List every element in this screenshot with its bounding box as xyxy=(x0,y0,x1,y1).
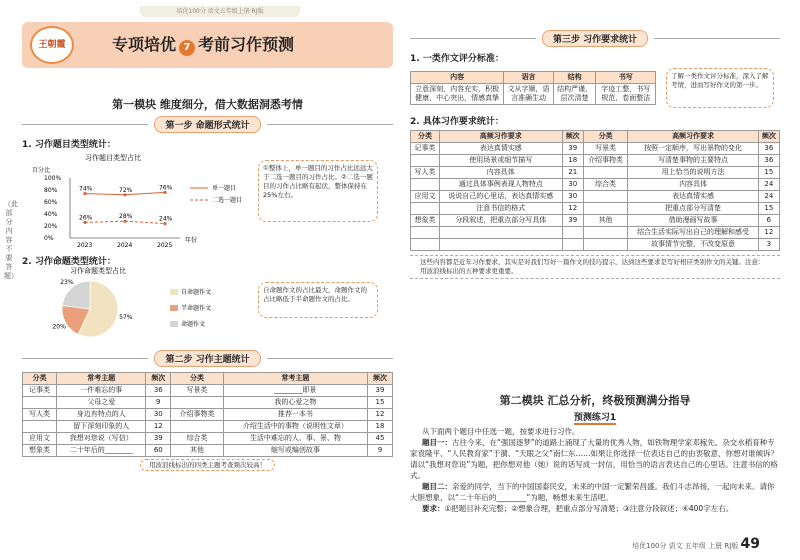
chart1-ytick: 100% xyxy=(44,175,62,182)
table-cell: 12 xyxy=(562,203,583,215)
table-cell: 应用文 xyxy=(23,433,57,445)
step3-label: 第三步 习作要求统计 xyxy=(542,30,648,47)
chart1-ytick: 60% xyxy=(44,199,58,206)
table-cell: 18 xyxy=(368,421,393,433)
chart1-ytick: 80% xyxy=(44,187,58,194)
requirement-table xyxy=(410,130,780,251)
table-cell: 39 xyxy=(146,433,171,445)
table-cell: 12 xyxy=(368,409,393,421)
chart1-xtick: 2023 xyxy=(77,242,93,249)
topic2-text: 亲爱的同学，当下的中国国泰民安，未来的中国一定繁荣昌盛。我们斗志昂扬，一起向未来。请你大胆想象，以“二十年后的________”为题，畅想未来生活吧。 xyxy=(410,482,775,502)
chart1-data-label: 24% xyxy=(159,215,173,223)
chart1-ytick: 40% xyxy=(44,211,58,218)
table-cell: 综合类 xyxy=(171,433,223,445)
topic1-text: 古往今来，在“强国逐梦”的道路上涌现了大量的优秀人物，如铁物理学家邓稼先、杂交水稻育种专家袁隆平、“人民教育家”于漪、“天眼之父”南仁东……如果让你选择一位表达自己的由衷敬意，你想对谁倾诉？请以“我想对您说”为题，把你想对他（她）说的话写成一封信，用恰当的语言表达自己的心里话。注意书信的格式。 xyxy=(410,438,779,480)
table-cell: 使用场景或细节描写 xyxy=(439,155,562,167)
module1-title: 第一模块 维度细分，借大数据洞悉考情 xyxy=(112,98,303,111)
s3-q1: 1. 一类作文评分标准： xyxy=(410,54,504,64)
table-cell: 内容具体 xyxy=(628,179,758,191)
chart1-legend-label: 二选一题目 xyxy=(212,197,243,204)
step2-block xyxy=(22,350,393,470)
table-cell: 常考主题 xyxy=(57,373,146,385)
table-cell: 综合类 xyxy=(583,179,628,191)
table-cell: 分类 xyxy=(583,131,628,143)
topic1 xyxy=(410,437,780,481)
table-cell: 想象类 xyxy=(411,215,440,227)
table-cell: 写清楚事物的主要特点 xyxy=(628,155,758,167)
table-cell: 12 xyxy=(758,227,779,239)
table-cell: 立意深刻，内容充实，积极健康，中心突出，情感真挚 xyxy=(411,84,504,105)
step3-bar xyxy=(410,30,780,47)
table-cell: 表达真情实感 xyxy=(439,143,562,155)
table-cell xyxy=(411,155,440,167)
table-cell: 故事情节完整，不改变原意 xyxy=(628,239,758,251)
table-cell: 频次 xyxy=(146,373,171,385)
table-cell: 39 xyxy=(368,385,393,397)
logo: 王朝霞 xyxy=(30,26,74,64)
chart2-title: 习作命题类型占比 xyxy=(70,267,126,275)
table-cell: 频次 xyxy=(368,373,393,385)
topic1-label: 题目一： xyxy=(422,438,452,447)
footer-text: 培优100分 语文 五年级 上册 RJ版 xyxy=(632,542,739,550)
pie-label: 57% xyxy=(119,313,133,321)
tip: 用波浪线标出的四类主题考查频次较高！ xyxy=(140,459,275,471)
table-cell: 表达真情实感 xyxy=(628,191,758,203)
note2: 自命题作文的占比最大，命题作文的占比略低于半命题作文的占比。 xyxy=(258,282,378,318)
table-cell: 21 xyxy=(562,167,583,179)
pie-label: 23% xyxy=(60,278,74,286)
table-cell: 频次 xyxy=(758,131,779,143)
table-cell: 30 xyxy=(562,191,583,203)
req-text: ①把题目补充完整；②想象合理，把重点部分写清楚；③注意分段叙述；④400字左右。 xyxy=(444,504,734,513)
top-tab: 培优100分 语文五年级上册 RJ版 xyxy=(140,6,300,17)
topic2 xyxy=(410,481,780,503)
table-cell: 39 xyxy=(562,143,583,155)
s3-note: 了解一类作文评分标准，深入了解考情，进而写好作文的第一步。 xyxy=(666,68,774,108)
table-cell: 我的心爱之物 xyxy=(223,397,367,409)
page-number: 49 xyxy=(740,536,760,552)
requirements xyxy=(410,503,780,514)
chart1-legend-label: 单一题目 xyxy=(212,185,237,192)
table-cell: 记事类 xyxy=(23,385,57,397)
table-cell: 常考主题 xyxy=(223,373,367,385)
table-cell: 介绍事物类 xyxy=(171,409,223,421)
table-cell: 一件难忘的事 xyxy=(57,385,146,397)
table-cell: 推荐一本书 xyxy=(223,409,367,421)
q1: 1. 习作题目类型统计： xyxy=(22,140,116,150)
table-cell: 生活中难忘的人、事、景、物 xyxy=(223,433,367,445)
table-cell xyxy=(23,421,57,433)
table-cell: 6 xyxy=(758,215,779,227)
pie-legend-label: 命题作文 xyxy=(181,321,206,328)
chart1-ytick: 0% xyxy=(44,235,54,242)
step2-bar xyxy=(22,350,393,367)
title-b: 考前习作预测 xyxy=(198,35,295,54)
table-cell: 其他 xyxy=(171,445,223,457)
chart1-data-label: 74% xyxy=(79,185,93,193)
table-cell: 书写 xyxy=(596,72,656,84)
table-cell xyxy=(583,203,628,215)
table-cell xyxy=(23,397,57,409)
table-cell: 身边有特点的人 xyxy=(57,409,146,421)
criteria-table xyxy=(410,71,656,105)
chart1-xlabel: 年份 xyxy=(185,237,198,244)
line-chart xyxy=(30,150,260,250)
module2-title: 第二模块 汇总分析，终极预测满分指导 xyxy=(499,394,691,407)
table-cell: 想象类 xyxy=(23,445,57,457)
table-cell: 缩写或编创故事 xyxy=(223,445,367,457)
chart1-data-label: 26% xyxy=(79,214,93,222)
table-cell xyxy=(171,421,223,433)
table-cell: 字迹工整，书写规范，卷面整洁 xyxy=(596,84,656,105)
table-cell: 24 xyxy=(758,191,779,203)
table-cell: 内容具体 xyxy=(439,167,562,179)
table-cell: 写景类 xyxy=(583,143,628,155)
module1 xyxy=(22,96,393,150)
table-cell: 分类 xyxy=(411,131,440,143)
pie-chart xyxy=(40,264,260,344)
chart1-ylabel: 百分比 xyxy=(32,167,51,174)
table-cell xyxy=(562,227,583,239)
step1-label: 第一步 命题形式统计 xyxy=(154,116,260,133)
table-cell: 介绍事物类 xyxy=(583,155,628,167)
table-cell: 借助漫画写故事 xyxy=(628,215,758,227)
table-cell: 留下深刻印象的人 xyxy=(57,421,146,433)
table-cell: 文从字顺，语言准确生动 xyxy=(504,84,553,105)
table-cell: 应用文 xyxy=(411,191,440,203)
table-cell xyxy=(411,179,440,191)
chart1-title: 习作题目类型占比 xyxy=(85,154,141,162)
s3-footnote: 这些内容都是近年习作要求，其实是对我们写好一篇作文的技巧提示，达到这些要求是写好相应类别作文的关键。注意：用波浪线标出的五种要求更重要。 xyxy=(410,255,780,279)
pie-label: 20% xyxy=(52,323,66,331)
table-cell: 45 xyxy=(368,433,393,445)
chart1-xtick: 2025 xyxy=(157,242,173,249)
table-cell xyxy=(411,203,440,215)
pie-legend-swatch xyxy=(170,321,178,327)
table-cell: 15 xyxy=(758,167,779,179)
table-cell: 写景类 xyxy=(171,385,223,397)
table-cell: 通过具体事例表现人物特点 xyxy=(439,179,562,191)
table-cell: 语言 xyxy=(504,72,553,84)
table-cell xyxy=(439,227,562,239)
table-cell: 结合生活实际写出自己的理解和感受 xyxy=(628,227,758,239)
title-a: 专项培优 xyxy=(112,35,177,54)
table-cell: 介绍生活中的事物（说明性文章） xyxy=(223,421,367,433)
step1-bar xyxy=(22,116,393,133)
table-cell: 分类 xyxy=(171,373,223,385)
footer xyxy=(632,536,760,552)
table-cell: 把重点部分写清楚 xyxy=(628,203,758,215)
page-title xyxy=(112,32,294,56)
table-cell: 15 xyxy=(368,397,393,409)
chart1-xtick: 2024 xyxy=(117,242,133,249)
table-cell: 高频习作要求 xyxy=(439,131,562,143)
table-cell: 记事类 xyxy=(411,143,440,155)
intro: 从下面两个题目中任选一题，按要求进行习作。 xyxy=(422,427,580,436)
chart1-data-label: 28% xyxy=(119,213,133,221)
side-text: （此部分内容不要答题） xyxy=(4,200,18,280)
table-cell: 30 xyxy=(562,179,583,191)
theme-table xyxy=(22,372,393,457)
table-cell: 15 xyxy=(758,203,779,215)
table-cell xyxy=(439,239,562,251)
table-cell: 60 xyxy=(146,445,171,457)
table-cell: 39 xyxy=(562,215,583,227)
table-cell: 内容 xyxy=(411,72,504,84)
module2 xyxy=(410,392,780,514)
title-number: 7 xyxy=(179,40,195,56)
chart1-ytick: 20% xyxy=(44,223,58,230)
table-cell xyxy=(171,397,223,409)
req-label: 要求： xyxy=(422,504,445,513)
table-cell: 其他 xyxy=(583,215,628,227)
table-cell: 用上恰当的说明方法 xyxy=(628,167,758,179)
module2-sub: 预测练习1 xyxy=(573,413,617,423)
topic2-label: 题目二： xyxy=(422,482,452,491)
chart1-data-label: 76% xyxy=(159,184,173,192)
table-cell: 写人类 xyxy=(411,167,440,179)
table-cell: 12 xyxy=(146,421,171,433)
table-cell xyxy=(562,239,583,251)
pie-legend-label: 半命题作文 xyxy=(181,305,212,312)
table-cell: 二十年后的________ xyxy=(57,445,146,457)
table-cell: ________即景 xyxy=(223,385,367,397)
s3-q2: 2. 具体习作要求统计： xyxy=(410,117,504,127)
table-cell: 36 xyxy=(758,143,779,155)
table-cell: 30 xyxy=(146,409,171,421)
table-cell: 父母之爱 xyxy=(57,397,146,409)
table-cell xyxy=(583,239,628,251)
q2: 2. 习作命题类型统计： xyxy=(22,257,116,267)
table-cell: 高频习作要求 xyxy=(628,131,758,143)
table-cell: 分类 xyxy=(23,373,57,385)
step2-label: 第二步 习作主题统计 xyxy=(154,350,260,367)
table-cell: 说说自己的心里话，表达真情实感 xyxy=(439,191,562,203)
table-cell: 36 xyxy=(758,155,779,167)
table-cell: 36 xyxy=(146,385,171,397)
table-cell: 9 xyxy=(146,397,171,409)
table-cell: 18 xyxy=(562,155,583,167)
table-cell xyxy=(583,191,628,203)
table-cell: 频次 xyxy=(562,131,583,143)
table-cell: 结构 xyxy=(553,72,596,84)
table-cell: 9 xyxy=(368,445,393,457)
note1: ①整体上，单一题目的习作占比远远大于二选一题目的习作占比。②二选一题目的习作占比略有起伏，整体保持在25%左右。 xyxy=(258,160,378,222)
table-cell xyxy=(411,227,440,239)
table-cell: 分段叙述，把重点部分写具体 xyxy=(439,215,562,227)
step3-block xyxy=(410,30,780,279)
table-cell xyxy=(411,239,440,251)
table-cell xyxy=(583,227,628,239)
pie-legend-swatch xyxy=(170,289,178,295)
table-cell: 注意书信的格式 xyxy=(439,203,562,215)
table-cell: 写人类 xyxy=(23,409,57,421)
table-cell xyxy=(583,167,628,179)
pie-legend-swatch xyxy=(170,305,178,311)
table-cell: 24 xyxy=(758,179,779,191)
table-cell: 按照一定顺序，写出景物的变化 xyxy=(628,143,758,155)
table-cell: 我想对您说（写信） xyxy=(57,433,146,445)
table-cell: 3 xyxy=(758,239,779,251)
table-cell: 结构严谨，层次清楚 xyxy=(553,84,596,105)
chart1-data-label: 72% xyxy=(119,186,133,194)
pie-legend-label: 自命题作文 xyxy=(181,289,212,296)
